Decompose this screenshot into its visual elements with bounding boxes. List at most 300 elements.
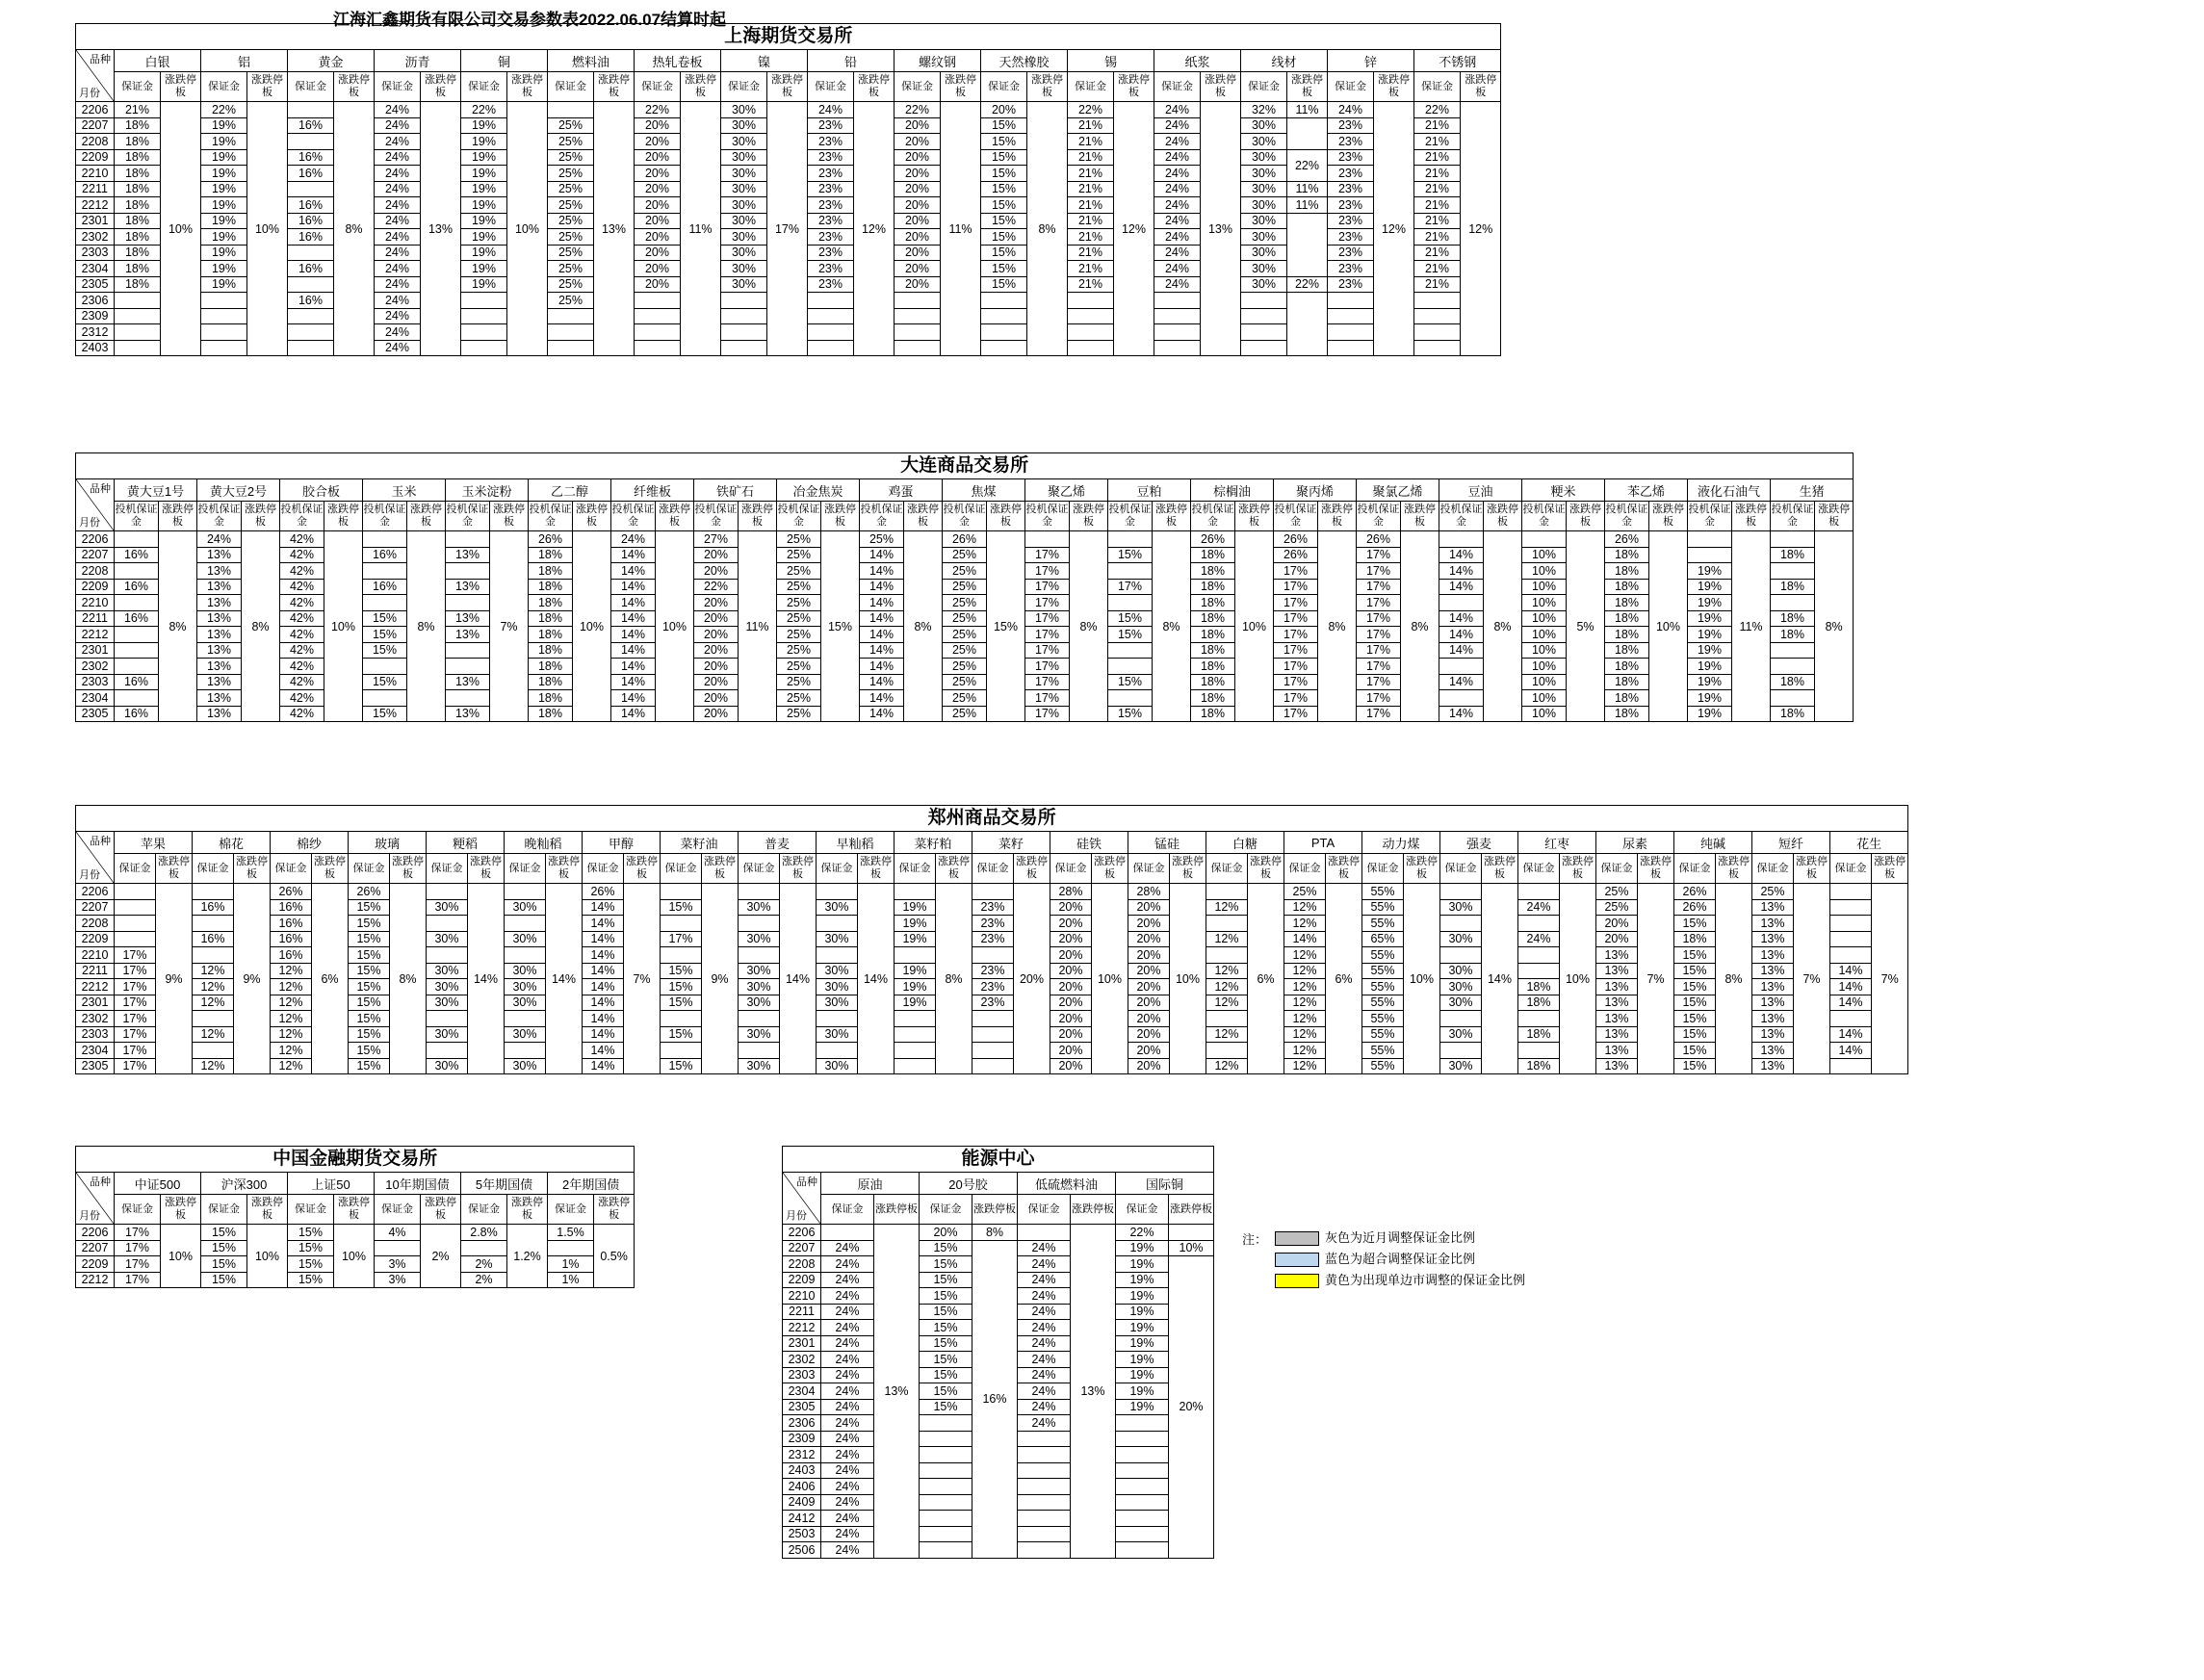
margin-cell: 19%	[201, 134, 247, 150]
margin-cell: 1%	[548, 1256, 594, 1273]
limit-header: 涨跌停板	[594, 1195, 635, 1225]
margin-cell: 24%	[821, 1494, 874, 1511]
margin-cell	[193, 1011, 234, 1027]
margin-cell: 20%	[635, 276, 681, 293]
margin-cell	[1830, 931, 1872, 947]
margin-cell	[635, 308, 681, 324]
margin-cell: 14%	[611, 627, 656, 643]
margin-cell: 20%	[635, 134, 681, 150]
margin-cell	[1025, 531, 1070, 548]
margin-cell: 17%	[1357, 690, 1401, 707]
margin-cell	[1241, 293, 1287, 309]
margin-cell: 14%	[611, 610, 656, 627]
limit-header: 涨跌停板	[161, 72, 201, 102]
margin-cell: 24%	[375, 229, 421, 246]
margin-cell: 14%	[611, 659, 656, 675]
margin-cell	[1241, 324, 1287, 341]
limit-cell: 9%	[234, 884, 271, 1074]
margin-cell: 23%	[1328, 276, 1374, 293]
margin-cell: 24%	[375, 261, 421, 277]
table-row	[76, 1043, 1908, 1059]
corner-product-label: 品种	[90, 1176, 111, 1188]
margin-cell	[1439, 690, 1484, 707]
margin-cell: 21%	[1068, 245, 1114, 261]
margin-cell: 18%	[115, 261, 161, 277]
margin-cell	[201, 308, 247, 324]
margin-cell: 17%	[115, 1058, 156, 1074]
margin-cell: 19%	[201, 245, 247, 261]
margin-cell	[895, 308, 941, 324]
margin-cell: 16%	[288, 117, 334, 134]
margin-cell: 24%	[821, 1399, 874, 1415]
margin-cell: 15%	[981, 117, 1027, 134]
margin-cell	[201, 293, 247, 309]
product-header: 螺纹钢	[895, 50, 981, 72]
margin-cell: 12%	[271, 1058, 312, 1074]
margin-header: 保证金	[201, 72, 247, 102]
margin-cell: 18%	[529, 610, 573, 627]
margin-cell: 23%	[972, 979, 1014, 995]
margin-cell	[1116, 1431, 1169, 1447]
product-header: 苹果	[115, 832, 193, 854]
product-header: 纯碱	[1674, 832, 1752, 854]
limit-cell: 12%	[1374, 102, 1414, 356]
margin-cell: 18%	[1605, 547, 1649, 563]
margin-cell: 24%	[1518, 931, 1560, 947]
margin-cell: 14%	[583, 1011, 624, 1027]
margin-cell: 21%	[1414, 276, 1461, 293]
month-cell: 2210	[76, 947, 115, 964]
margin-cell: 26%	[1674, 884, 1716, 900]
margin-cell: 13%	[1752, 1026, 1794, 1043]
margin-cell: 25%	[548, 276, 594, 293]
limit-header: 涨跌停板	[421, 72, 461, 102]
table-row	[76, 963, 1908, 979]
margin-cell: 10%	[1522, 690, 1567, 707]
product-header: 铜	[461, 50, 548, 72]
product-header: 乙二醇	[529, 479, 611, 502]
margin-cell	[972, 1043, 1014, 1059]
margin-cell: 30%	[817, 963, 858, 979]
limit-header: 涨跌停板	[1287, 72, 1328, 102]
margin-cell: 30%	[1440, 931, 1482, 947]
limit-header: 涨跌停板	[858, 854, 895, 884]
legend-swatch	[1275, 1274, 1319, 1288]
margin-cell: 19%	[201, 166, 247, 182]
margin-cell: 17%	[115, 1043, 156, 1059]
margin-cell: 19%	[895, 899, 936, 916]
product-header: 热轧卷板	[635, 50, 721, 72]
margin-cell: 24%	[1154, 181, 1201, 197]
margin-cell: 26%	[1605, 531, 1649, 548]
margin-header: 投机保证金	[1771, 502, 1815, 531]
month-cell: 2305	[783, 1399, 821, 1415]
margin-cell: 28%	[1128, 884, 1170, 900]
margin-cell: 30%	[1241, 166, 1287, 182]
margin-cell: 42%	[280, 706, 324, 722]
limit-header: 涨跌停板	[546, 854, 583, 884]
margin-header: 保证金	[1518, 854, 1560, 884]
margin-cell	[115, 293, 161, 309]
margin-cell: 4%	[375, 1225, 421, 1241]
margin-cell: 24%	[1154, 134, 1201, 150]
margin-cell: 12%	[1284, 1011, 1326, 1027]
margin-cell: 55%	[1362, 1043, 1404, 1059]
margin-cell: 12%	[1284, 979, 1326, 995]
margin-cell	[895, 293, 941, 309]
month-cell: 2212	[76, 197, 115, 214]
margin-cell: 20%	[1596, 931, 1638, 947]
margin-cell: 30%	[427, 979, 468, 995]
margin-cell: 25%	[943, 706, 987, 722]
margin-cell	[461, 1240, 507, 1256]
limit-cell: 2%	[421, 1225, 461, 1288]
margin-cell: 16%	[193, 931, 234, 947]
limit-header: 涨跌停板	[1169, 1195, 1214, 1225]
margin-cell: 24%	[1018, 1352, 1071, 1368]
product-header: 聚乙烯	[1025, 479, 1108, 502]
margin-cell: 24%	[375, 181, 421, 197]
limit-cell: 13%	[874, 1225, 920, 1559]
month-cell: 2306	[783, 1415, 821, 1432]
margin-cell	[115, 916, 156, 932]
product-header: 镍	[721, 50, 808, 72]
limit-cell: 8%	[1318, 531, 1357, 722]
product-header: 10年期国债	[375, 1173, 461, 1195]
margin-cell	[895, 947, 936, 964]
margin-cell: 17%	[1274, 579, 1318, 595]
margin-cell: 19%	[461, 213, 507, 229]
margin-cell: 55%	[1362, 995, 1404, 1011]
margin-cell: 14%	[1830, 1043, 1872, 1059]
product-header: 黄金	[288, 50, 375, 72]
margin-cell: 24%	[1018, 1367, 1071, 1383]
margin-cell: 20%	[1050, 1058, 1092, 1074]
product-header: 聚丙烯	[1274, 479, 1357, 502]
margin-cell: 19%	[895, 979, 936, 995]
margin-cell: 19%	[461, 166, 507, 182]
margin-cell: 25%	[777, 674, 821, 690]
margin-cell: 30%	[505, 995, 546, 1011]
margin-cell	[446, 642, 490, 659]
margin-cell: 21%	[1068, 134, 1114, 150]
margin-cell: 13%	[1596, 1026, 1638, 1043]
margin-cell: 19%	[461, 245, 507, 261]
margin-cell: 2.8%	[461, 1225, 507, 1241]
margin-cell: 25%	[548, 166, 594, 182]
margin-cell: 15%	[920, 1288, 972, 1305]
limit-cell: 10%	[1560, 884, 1596, 1074]
margin-cell: 19%	[1116, 1335, 1169, 1352]
limit-header: 涨跌停板	[1114, 72, 1154, 102]
month-cell: 2208	[783, 1256, 821, 1273]
margin-cell: 17%	[1025, 642, 1070, 659]
margin-cell	[739, 1011, 780, 1027]
month-cell: 2206	[783, 1225, 821, 1241]
product-header: 苯乙烯	[1605, 479, 1688, 502]
margin-cell	[920, 1526, 972, 1542]
product-header: 棉纱	[271, 832, 349, 854]
margin-cell: 23%	[972, 916, 1014, 932]
margin-header: 保证金	[193, 854, 234, 884]
margin-cell: 10%	[1522, 706, 1567, 722]
margin-cell: 23%	[972, 995, 1014, 1011]
margin-cell: 24%	[821, 1526, 874, 1542]
margin-cell	[721, 308, 767, 324]
product-header: 红枣	[1518, 832, 1596, 854]
table-row	[783, 1225, 1214, 1241]
margin-cell: 12%	[193, 1026, 234, 1043]
margin-cell	[115, 899, 156, 916]
margin-cell: 19%	[1116, 1383, 1169, 1400]
margin-cell	[661, 1011, 702, 1027]
margin-header: 保证金	[1830, 854, 1872, 884]
margin-cell: 20%	[635, 117, 681, 134]
margin-cell	[895, 1026, 936, 1043]
limit-cell	[1287, 117, 1328, 149]
margin-cell	[1068, 308, 1114, 324]
margin-cell	[1440, 947, 1482, 964]
margin-cell: 20%	[1050, 1043, 1092, 1059]
margin-cell: 13%	[197, 627, 242, 643]
margin-cell	[808, 340, 854, 356]
month-cell: 2209	[76, 579, 115, 595]
margin-cell: 30%	[721, 261, 767, 277]
margin-cell: 24%	[1154, 245, 1201, 261]
margin-cell: 30%	[817, 899, 858, 916]
margin-cell	[446, 690, 490, 707]
margin-cell: 19%	[1116, 1399, 1169, 1415]
margin-cell: 18%	[1518, 995, 1560, 1011]
margin-cell: 14%	[1830, 1026, 1872, 1043]
limit-header: 涨跌停板	[854, 72, 895, 102]
margin-cell: 12%	[1206, 931, 1248, 947]
margin-cell: 14%	[860, 642, 904, 659]
month-cell: 2301	[76, 995, 115, 1011]
margin-cell: 16%	[363, 547, 407, 563]
margin-cell: 18%	[529, 706, 573, 722]
limit-cell: 11%	[681, 102, 721, 356]
margin-cell	[505, 884, 546, 900]
margin-cell	[548, 102, 594, 118]
margin-cell: 42%	[280, 563, 324, 580]
margin-cell: 13%	[1596, 1058, 1638, 1074]
margin-cell: 30%	[505, 963, 546, 979]
margin-cell	[461, 324, 507, 341]
margin-cell: 30%	[721, 181, 767, 197]
margin-cell: 16%	[271, 899, 312, 916]
margin-header: 投机保证金	[1274, 502, 1318, 531]
legend-text: 灰色为近月调整保证金比例	[1325, 1230, 1476, 1245]
margin-cell: 30%	[817, 979, 858, 995]
margin-cell	[635, 293, 681, 309]
table-czce	[75, 805, 1908, 1074]
product-header: 棕榈油	[1191, 479, 1274, 502]
margin-cell: 18%	[1674, 931, 1716, 947]
margin-header: 保证金	[920, 1195, 972, 1225]
margin-cell: 14%	[1439, 547, 1484, 563]
margin-cell	[895, 1058, 936, 1074]
legend-swatch	[1275, 1253, 1319, 1267]
margin-cell	[661, 947, 702, 964]
margin-cell: 65%	[1362, 931, 1404, 947]
month-cell: 2207	[76, 547, 115, 563]
month-cell: 2309	[783, 1431, 821, 1447]
margin-cell: 19%	[201, 276, 247, 293]
margin-cell: 23%	[1328, 197, 1374, 214]
margin-cell: 55%	[1362, 884, 1404, 900]
margin-cell: 14%	[860, 610, 904, 627]
margin-cell: 12%	[271, 979, 312, 995]
margin-cell: 19%	[1116, 1367, 1169, 1383]
table-row	[76, 995, 1908, 1011]
limit-cell: 14%	[468, 884, 505, 1074]
margin-cell: 30%	[1440, 1026, 1482, 1043]
margin-cell	[1518, 963, 1560, 979]
margin-cell	[1068, 324, 1114, 341]
margin-cell: 20%	[895, 149, 941, 166]
margin-cell	[115, 531, 159, 548]
margin-cell	[739, 947, 780, 964]
margin-cell: 12%	[1206, 963, 1248, 979]
margin-cell: 12%	[193, 963, 234, 979]
margin-cell: 21%	[1414, 149, 1461, 166]
margin-cell: 17%	[1025, 627, 1070, 643]
table-row	[76, 1225, 635, 1241]
margin-cell	[661, 1043, 702, 1059]
limit-cell: 8%	[1070, 531, 1108, 722]
margin-cell: 15%	[920, 1367, 972, 1383]
margin-cell: 55%	[1362, 979, 1404, 995]
margin-cell: 16%	[115, 579, 159, 595]
margin-cell: 18%	[115, 149, 161, 166]
margin-cell: 30%	[721, 117, 767, 134]
margin-cell: 30%	[817, 1058, 858, 1074]
limit-cell: 8%	[1484, 531, 1522, 722]
margin-cell	[1518, 1043, 1560, 1059]
margin-cell: 20%	[694, 642, 739, 659]
legend-item	[1275, 1270, 1525, 1288]
margin-cell: 25%	[943, 674, 987, 690]
margin-cell: 2%	[461, 1256, 507, 1273]
margin-cell: 13%	[197, 547, 242, 563]
limit-cell: 12%	[854, 102, 895, 356]
margin-cell: 15%	[363, 642, 407, 659]
product-header: 国际铜	[1116, 1173, 1214, 1195]
margin-cell: 15%	[349, 931, 390, 947]
limit-cell: 1.2%	[507, 1225, 548, 1288]
month-cell: 2206	[76, 884, 115, 900]
margin-cell: 12%	[271, 1043, 312, 1059]
month-cell: 2301	[783, 1335, 821, 1352]
margin-cell: 18%	[529, 579, 573, 595]
limit-cell: 10%	[656, 531, 694, 722]
month-cell: 2305	[76, 1058, 115, 1074]
margin-cell: 20%	[1128, 963, 1170, 979]
margin-header: 保证金	[972, 854, 1014, 884]
margin-cell: 42%	[280, 674, 324, 690]
margin-cell: 14%	[860, 595, 904, 611]
margin-cell: 14%	[860, 659, 904, 675]
margin-cell	[972, 1058, 1014, 1074]
margin-cell	[1018, 1225, 1071, 1241]
margin-cell: 21%	[1068, 229, 1114, 246]
month-cell: 2305	[76, 276, 115, 293]
margin-cell: 42%	[280, 627, 324, 643]
limit-header: 涨跌停板	[1248, 854, 1284, 884]
margin-cell: 18%	[1191, 627, 1235, 643]
margin-cell: 24%	[1018, 1320, 1071, 1336]
limit-header: 涨跌停板	[936, 854, 972, 884]
limit-cell: 11%	[739, 531, 777, 722]
margin-cell: 30%	[739, 963, 780, 979]
margin-cell: 24%	[821, 1288, 874, 1305]
margin-cell: 30%	[1440, 1058, 1482, 1074]
margin-cell: 42%	[280, 610, 324, 627]
product-header: 尿素	[1596, 832, 1674, 854]
margin-cell	[115, 642, 159, 659]
margin-cell: 16%	[115, 610, 159, 627]
margin-header: 保证金	[115, 72, 161, 102]
product-header: 沥青	[375, 50, 461, 72]
margin-cell: 19%	[1116, 1288, 1169, 1305]
limit-cell: 7%	[490, 531, 529, 722]
limit-header: 涨跌停板	[1482, 854, 1518, 884]
month-cell: 2506	[783, 1542, 821, 1559]
limit-cell: 10%	[324, 531, 363, 722]
margin-cell	[1116, 1542, 1169, 1559]
margin-cell: 30%	[505, 1026, 546, 1043]
margin-cell: 20%	[694, 706, 739, 722]
margin-cell	[1830, 1058, 1872, 1074]
limit-cell: 22%	[1287, 276, 1328, 293]
limit-cell: 16%	[972, 1240, 1018, 1558]
legend-text: 蓝色为超合调整保证金比例	[1325, 1252, 1476, 1267]
margin-cell: 23%	[808, 149, 854, 166]
section-shfe	[75, 23, 1501, 356]
margin-cell: 24%	[1018, 1272, 1071, 1288]
margin-cell: 12%	[1284, 1026, 1326, 1043]
margin-cell: 22%	[461, 102, 507, 118]
margin-cell: 24%	[1018, 1415, 1071, 1432]
section-title: 中国金融期货交易所	[76, 1147, 635, 1173]
margin-cell: 17%	[1025, 674, 1070, 690]
month-cell: 2212	[76, 979, 115, 995]
limit-header: 涨跌停板	[312, 854, 349, 884]
month-cell: 2403	[783, 1462, 821, 1479]
margin-cell: 21%	[1414, 229, 1461, 246]
margin-cell	[1440, 1011, 1482, 1027]
margin-cell: 13%	[197, 579, 242, 595]
margin-cell: 23%	[1328, 245, 1374, 261]
month-cell: 2304	[76, 261, 115, 277]
margin-cell: 24%	[1154, 276, 1201, 293]
margin-cell: 25%	[548, 117, 594, 134]
margin-cell: 24%	[821, 1479, 874, 1495]
table-row	[76, 884, 1908, 900]
margin-cell: 24%	[1154, 149, 1201, 166]
margin-header: 保证金	[1752, 854, 1794, 884]
margin-cell	[201, 324, 247, 341]
margin-cell: 18%	[1191, 579, 1235, 595]
product-header: 鸡蛋	[860, 479, 943, 502]
limit-cell: 22%	[1287, 149, 1328, 181]
margin-header: 投机保证金	[777, 502, 821, 531]
margin-cell: 18%	[115, 117, 161, 134]
legend-item	[1275, 1228, 1525, 1246]
section-title: 大连商品交易所	[76, 453, 1854, 479]
margin-cell	[446, 595, 490, 611]
